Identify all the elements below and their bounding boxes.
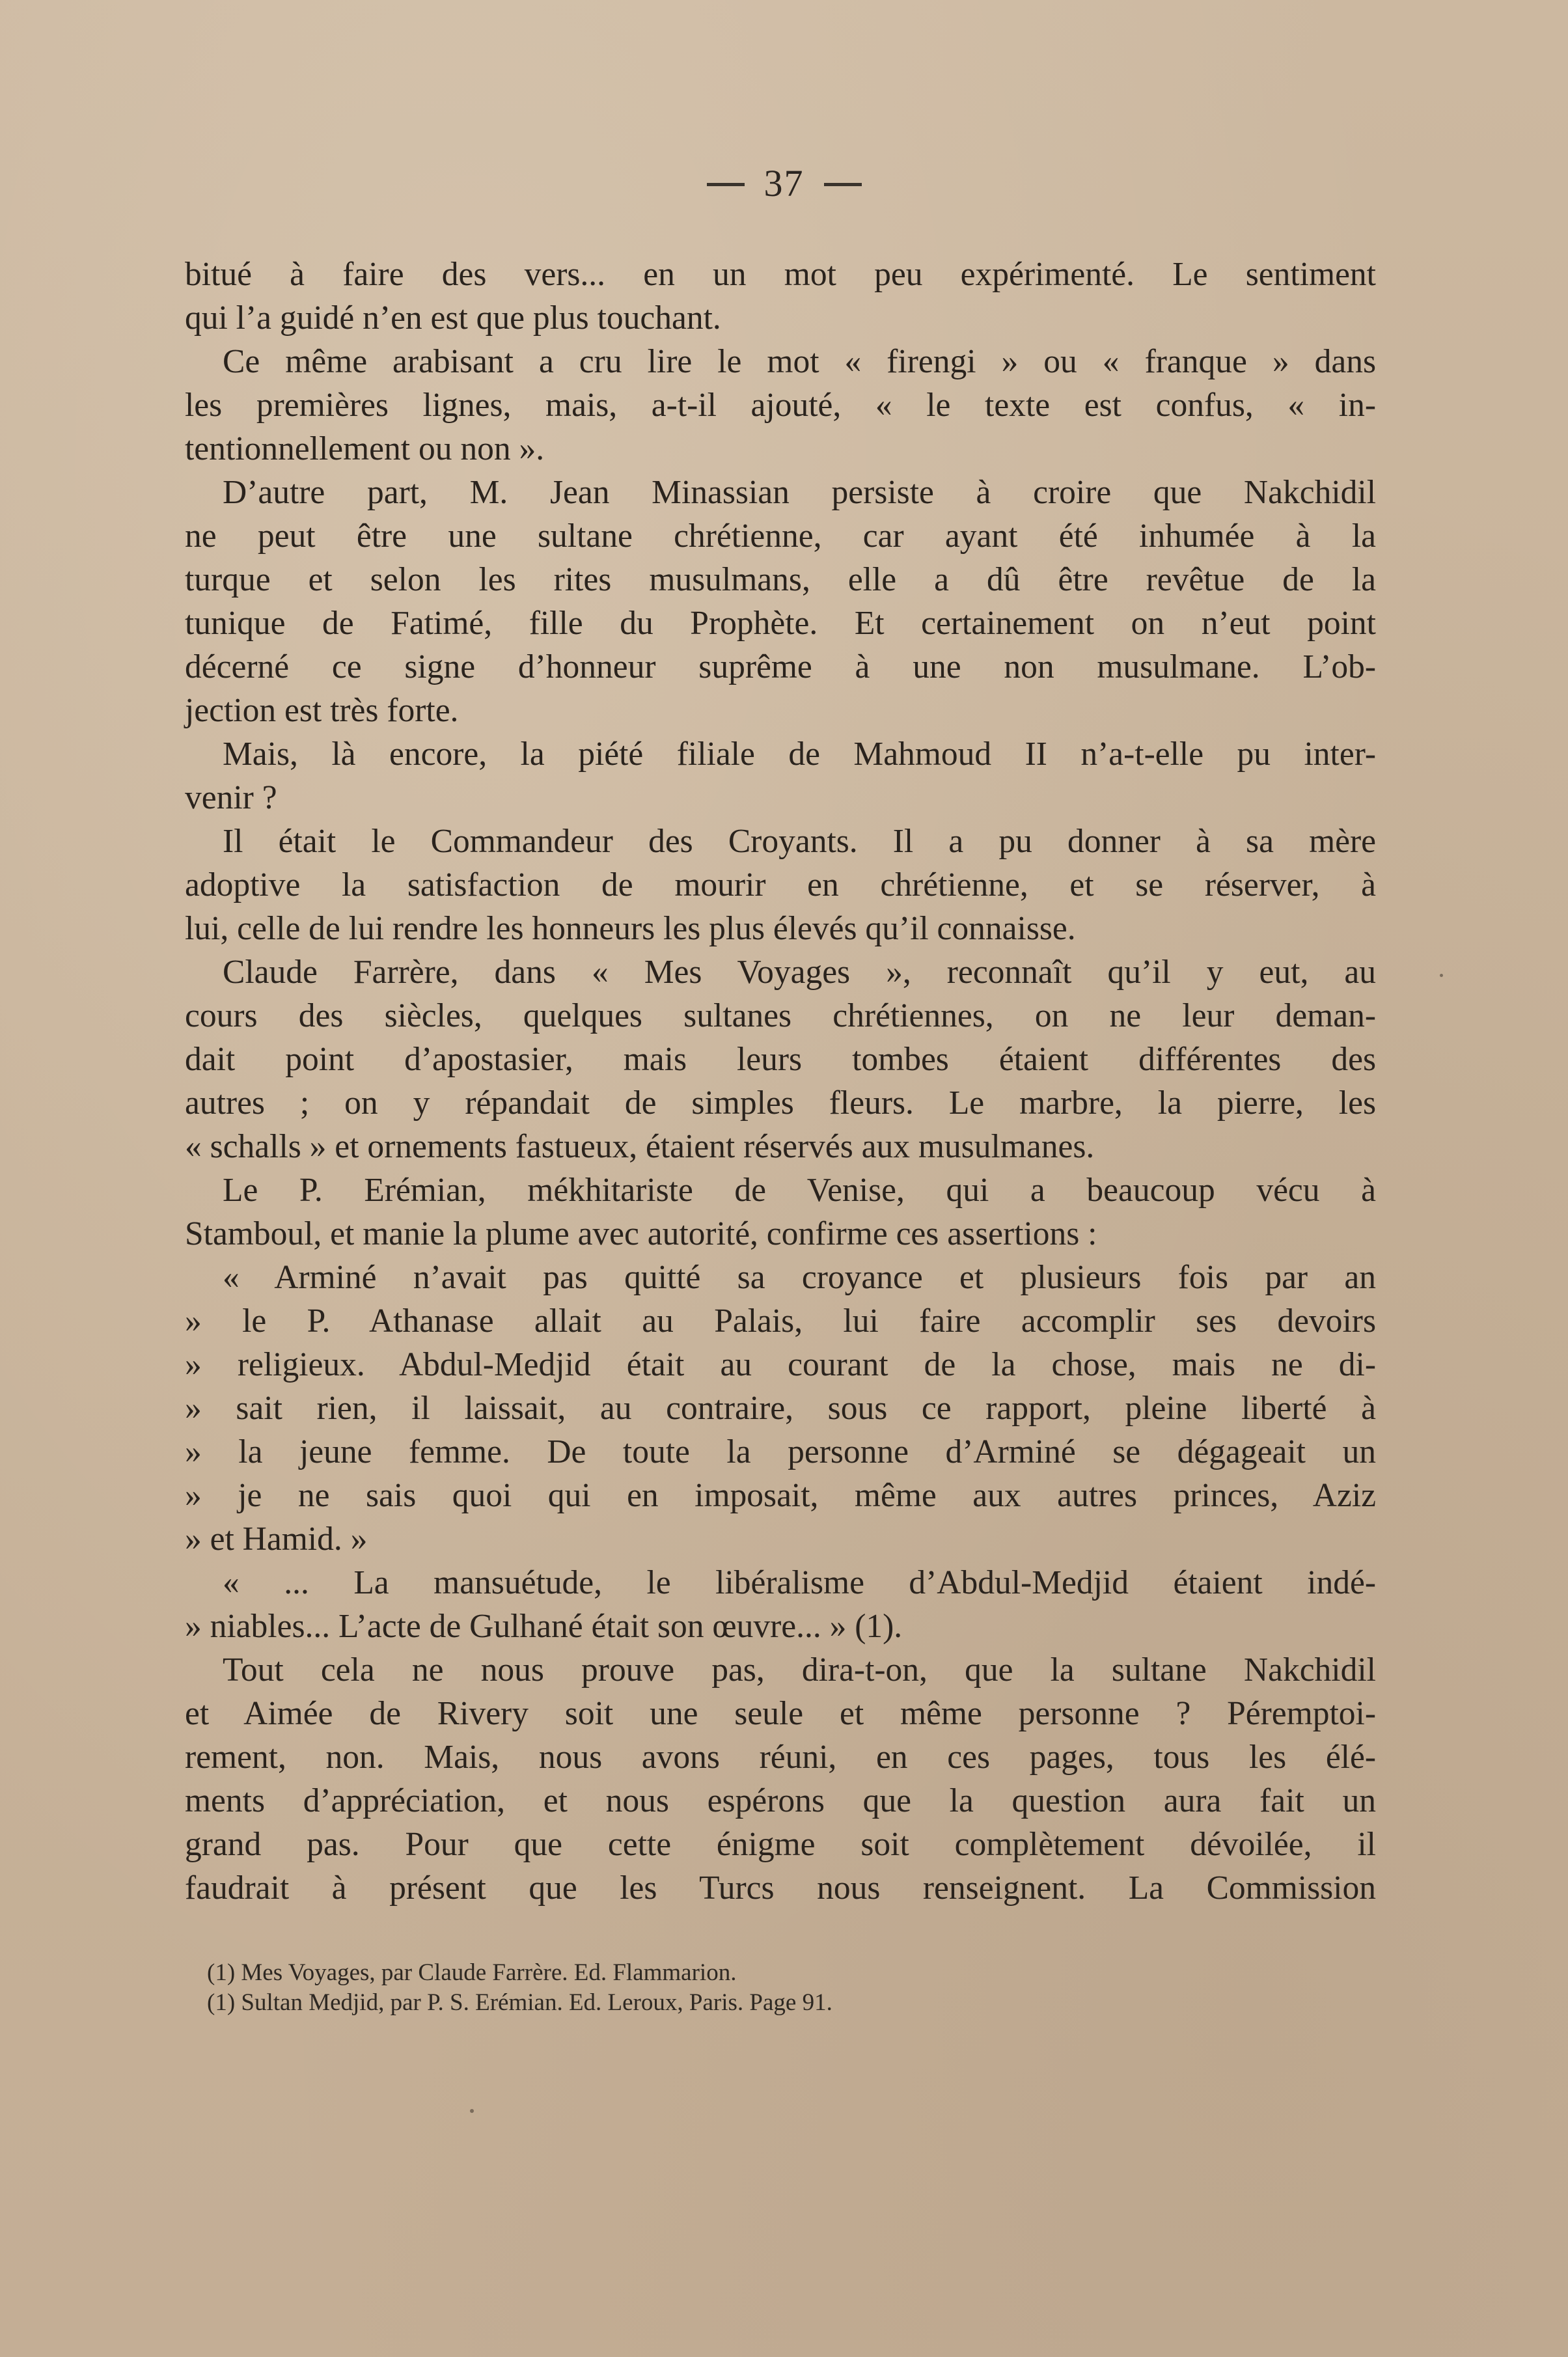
- text-line: dait point d’apostasier, mais leurs tombes étaient différentes des: [185, 1041, 1376, 1078]
- text-line: » la jeune femme. De toute la personne d’Arminé se dégageait un: [185, 1433, 1376, 1470]
- footnotes: [207, 1958, 1314, 2018]
- text-line: Il était le Commandeur des Croyants. Il a pu donner à sa mère: [223, 823, 1376, 860]
- text-line: » et Hamid. »: [185, 1521, 368, 1558]
- text-line: venir ?: [185, 779, 277, 816]
- text-line: tentionnellement ou non ».: [185, 430, 545, 467]
- page-number-dash-right: [824, 183, 862, 186]
- text-line: autres ; on y répandait de simples fleurs. Le marbre, la pierre, les: [185, 1084, 1376, 1122]
- paper-speck: [470, 2109, 474, 2113]
- text-line: Mais, là encore, la piété filiale de Mahmoud II n’a-t-elle pu inter-: [223, 736, 1376, 773]
- text-line: jection est très forte.: [185, 692, 459, 729]
- text-line: rement, non. Mais, nous avons réuni, en ces pages, tous les élé-: [185, 1739, 1376, 1776]
- text-line: ne peut être une sultane chrétienne, car ayant été inhumée à la: [185, 517, 1376, 555]
- text-line: ments d’appréciation, et nous espérons que la question aura fait un: [185, 1782, 1376, 1819]
- text-line: Ce même arabisant a cru lire le mot « firengi » ou « franque » dans: [223, 343, 1376, 380]
- text-line: » je ne sais quoi qui en imposait, même aux autres princes, Aziz: [185, 1477, 1376, 1514]
- text-line: tunique de Fatimé, fille du Prophète. Et certainement on n’eut point: [185, 605, 1376, 642]
- text-line: bitué à faire des vers... en un mot peu expérimenté. Le sentiment: [185, 256, 1376, 293]
- page-number-dash-left: [707, 183, 745, 186]
- text-line: les premières lignes, mais, a-t-il ajouté, « le texte est confus, « in-: [185, 387, 1376, 424]
- text-line: Stamboul, et manie la plume avec autorité, confirme ces assertions :: [185, 1215, 1097, 1252]
- text-line: Claude Farrère, dans « Mes Voyages », reconnaît qu’il y eut, au: [223, 954, 1376, 991]
- text-line: « schalls » et ornements fastueux, étaient réservés aux musulmanes.: [185, 1128, 1095, 1165]
- text-line: Tout cela ne nous prouve pas, dira-t-on, que la sultane Nakchidil: [223, 1651, 1376, 1688]
- text-line: adoptive la satisfaction de mourir en chrétienne, et se réserver, à: [185, 866, 1376, 903]
- text-line: Le P. Erémian, mékhitariste de Venise, qui a beaucoup vécu à: [223, 1172, 1376, 1209]
- text-line: lui, celle de lui rendre les honneurs les plus élevés qu’il connaisse.: [185, 910, 1076, 947]
- text-line: et Aimée de Rivery soit une seule et même personne ? Péremptoi-: [185, 1695, 1376, 1732]
- body-text: [185, 253, 1376, 1910]
- text-line: » le P. Athanase allait au Palais, lui faire accomplir ses devoirs: [185, 1303, 1376, 1340]
- footnote: (1) Sultan Medjid, par P. S. Erémian. Ed. Leroux, Paris. Page 91.: [207, 1989, 832, 2016]
- text-line: D’autre part, M. Jean Minassian persiste à croire que Nakchidil: [223, 474, 1376, 511]
- text-line: décerné ce signe d’honneur suprême à une non musulmane. L’ob-: [185, 648, 1376, 685]
- text-line: grand pas. Pour que cette énigme soit complètement dévoilée, il: [185, 1826, 1376, 1863]
- text-line: » sait rien, il laissait, au contraire, sous ce rapport, pleine liberté à: [185, 1390, 1376, 1427]
- page-number: [0, 161, 1568, 205]
- footnote: (1) Mes Voyages, par Claude Farrère. Ed. Flammarion.: [207, 1959, 737, 1986]
- text-line: qui l’a guidé n’en est que plus touchant.: [185, 299, 721, 337]
- page-number-label: 37: [763, 162, 805, 204]
- text-line: faudrait à présent que les Turcs nous renseignent. La Commission: [185, 1869, 1376, 1907]
- text-line: « Arminé n’avait pas quitté sa croyance et plusieurs fois par an: [223, 1259, 1376, 1296]
- text-line: turque et selon les rites musulmans, elle a dû être revêtue de la: [185, 561, 1376, 598]
- text-line: « ... La mansuétude, le libéralisme d’Abdul-Medjid étaient indé-: [223, 1564, 1376, 1601]
- text-line: » niables... L’acte de Gulhané était son œuvre... » (1).: [185, 1608, 903, 1645]
- text-line: » religieux. Abdul-Medjid était au courant de la chose, mais ne di-: [185, 1346, 1376, 1383]
- paper-speck: [1440, 974, 1443, 977]
- text-line: cours des siècles, quelques sultanes chrétiennes, on ne leur deman-: [185, 997, 1376, 1034]
